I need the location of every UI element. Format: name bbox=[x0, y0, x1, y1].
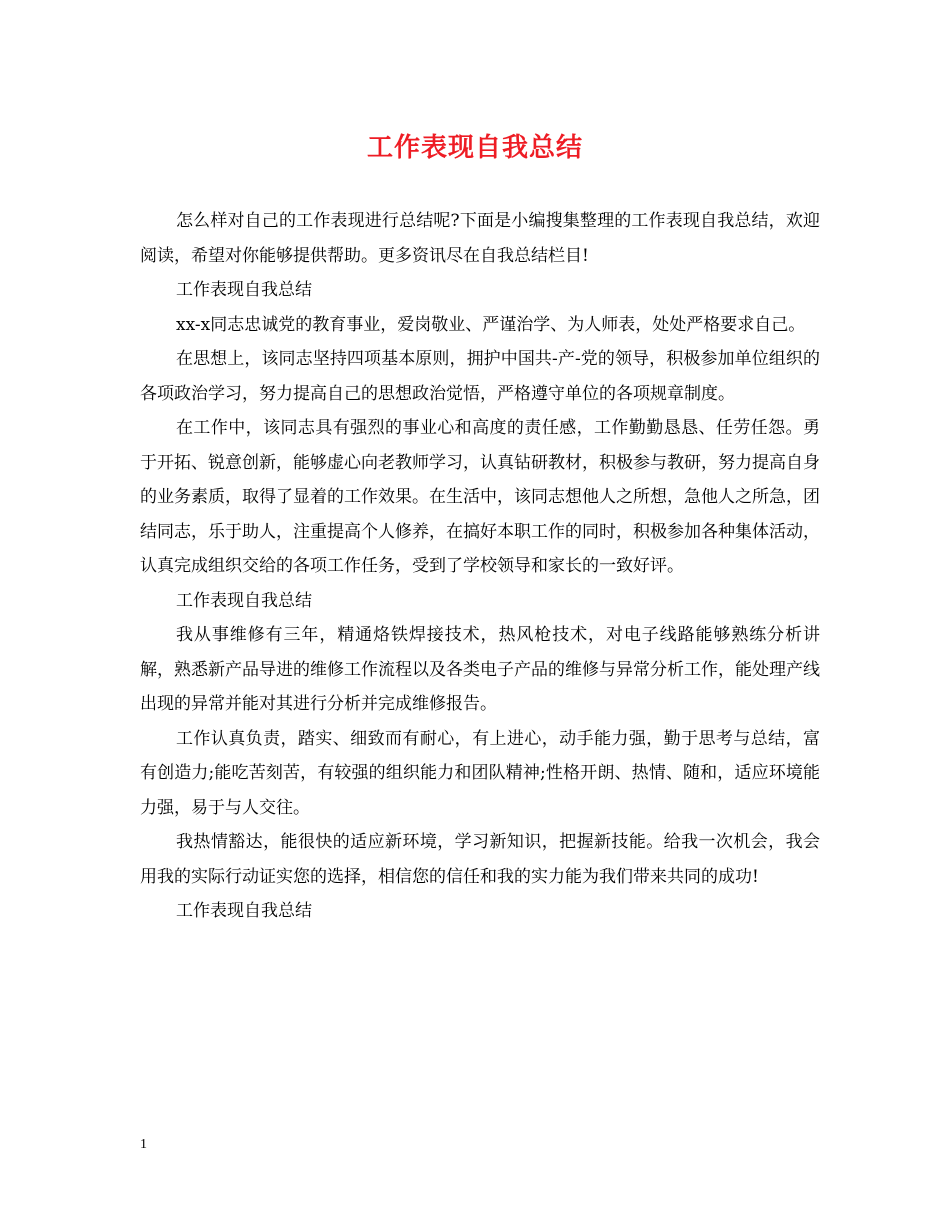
document-body bbox=[140, 204, 820, 929]
section-heading: 工作表现自我总结 bbox=[176, 901, 312, 921]
body-paragraph: 在工作中，该同志具有强烈的事业心和高度的责任感，工作勤勤恳恳、任劳任怨。勇于开拓、锐意创新，能够虚心向老教师学习，认真钻研教材，积极参与教研，努力提高自身的业务素质，取得了显着的工作效果。在生活中，该同志想他人之所想，急他人之所急，团结同志，乐于助人，注重提高个人修养，在搞好本职工作的同时，积极参加各种集体活动，认真完成组织交给的各项工作任务，受到了学校领导和家长的一致好评。 bbox=[140, 418, 820, 576]
body-paragraph: 我热情豁达，能很快的适应新环境，学习新知识，把握新技能。给我一次机会，我会用我的实际行动证实您的选择，相信您的信任和我的实力能为我们带来共同的成功! bbox=[140, 832, 820, 887]
section-heading: 工作表现自我总结 bbox=[176, 280, 312, 300]
body-paragraph: xx-x同志忠诚党的教育事业，爱岗敬业、严谨治学、为人师表，处处严格要求自己。 bbox=[176, 314, 806, 335]
intro-paragraph: 怎么样对自己的工作表现进行总结呢?下面是小编搜集整理的工作表现自我总结，欢迎阅读，希望对你能够提供帮助。更多资讯尽在自我总结栏目! bbox=[140, 211, 820, 266]
body-paragraph: 我从事维修有三年，精通烙铁焊接技术，热风枪技术，对电子线路能够熟练分析讲解，熟悉新产品导进的维修工作流程以及各类电子产品的维修与异常分析工作，能处理产线出现的异常并能对其进行分析并完成维修报告。 bbox=[140, 625, 820, 714]
page-number: 1 bbox=[140, 1137, 147, 1152]
body-paragraph: 工作认真负责，踏实、细致而有耐心，有上进心，动手能力强，勤于思考与总结，富有创造力;能吃苦刻苦，有较强的组织能力和团队精神;性格开朗、热情、随和，适应环境能力强，易于与人交往。 bbox=[140, 728, 820, 818]
document-title: 工作表现自我总结 bbox=[366, 133, 583, 163]
section-heading: 工作表现自我总结 bbox=[176, 590, 312, 611]
body-paragraph: 在思想上，该同志坚持四项基本原则，拥护中国共-产-党的领导，积极参加单位组织的各项政治学习，努力提高自己的思想政治觉悟，严格遵守单位的各项规章制度。 bbox=[140, 349, 820, 404]
